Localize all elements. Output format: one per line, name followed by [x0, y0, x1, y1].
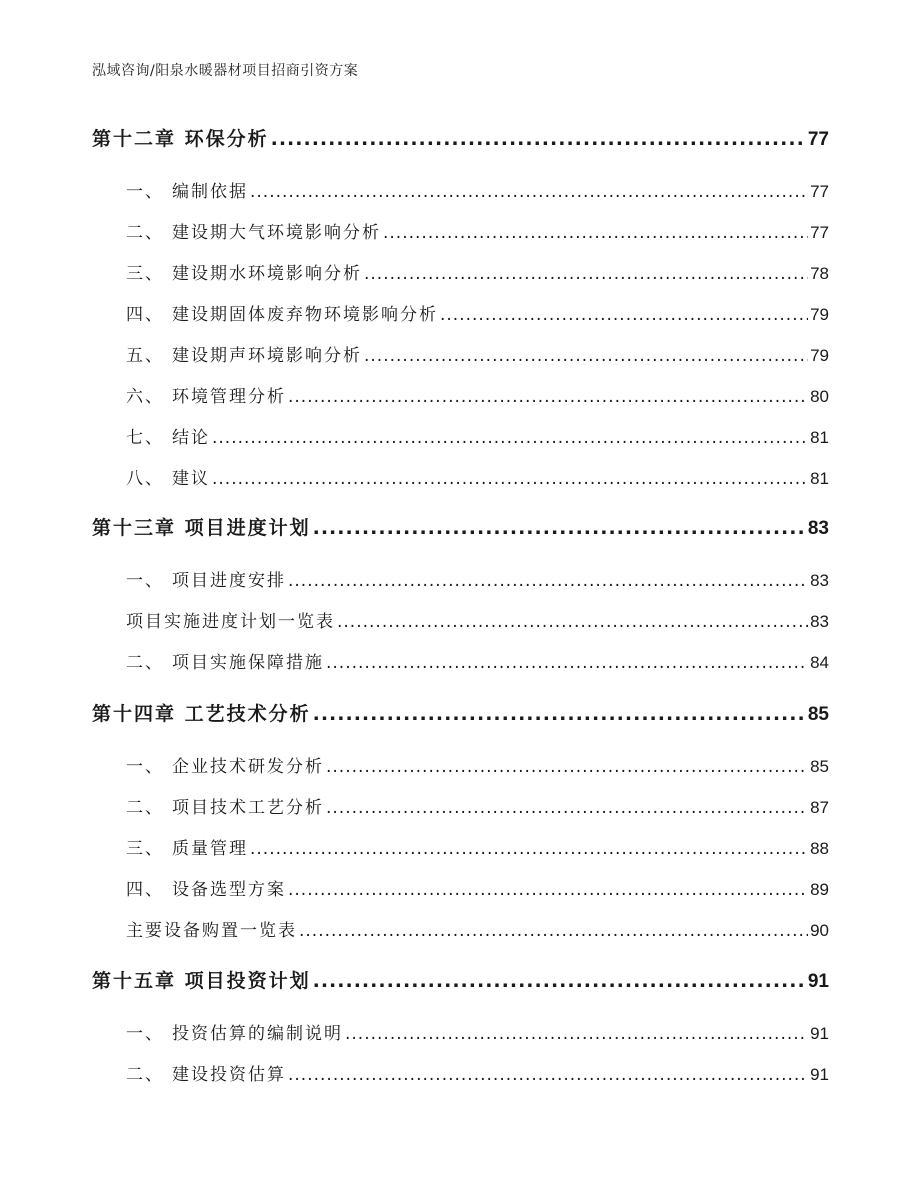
toc-entry-label: 建设期大气环境影响分析: [172, 223, 381, 243]
toc-entry-label: 项目技术工艺分析: [172, 798, 324, 818]
toc-entry-label: 设备选型方案: [172, 880, 286, 900]
toc-page-number: 83: [807, 518, 829, 539]
toc-section-entry[interactable]: [126, 1060, 829, 1085]
toc-page-number: 91: [810, 1065, 829, 1084]
toc-page-number: 79: [810, 305, 829, 324]
toc-section-entry[interactable]: [126, 341, 829, 366]
toc-entry-number: 一、: [126, 1024, 164, 1044]
toc-page-number: 85: [807, 704, 829, 725]
toc-section-entry[interactable]: [126, 300, 829, 325]
toc-page-number: 77: [810, 182, 829, 201]
toc-section-entry[interactable]: [126, 752, 829, 777]
toc-dot-leader: [440, 305, 808, 325]
toc-dot-leader: [313, 970, 806, 992]
toc-dot-leader: [288, 880, 808, 900]
toc-page-number: 91: [810, 1024, 829, 1043]
toc-entry-label: 第十三章 项目进度计划: [92, 517, 311, 539]
toc-page-number: 83: [810, 571, 829, 590]
toc-section-entry[interactable]: [126, 566, 829, 591]
toc-dot-leader: [250, 182, 808, 202]
toc-page-number: 81: [810, 428, 829, 447]
toc-section-entry[interactable]: [126, 793, 829, 818]
toc-dot-leader: [326, 798, 808, 818]
page-header: 泓域咨询/阳泉水暖器材项目招商引资方案: [92, 63, 359, 79]
toc-entry-label: 结论: [172, 428, 210, 448]
toc-entry-number: 二、: [126, 223, 164, 243]
toc-dot-leader: [345, 1024, 808, 1044]
toc-entry-label: 主要设备购置一览表: [126, 921, 297, 941]
toc-entry-number: 一、: [126, 571, 164, 591]
toc-entry-label: 编制依据: [172, 182, 248, 202]
toc-entry-number: 三、: [126, 264, 164, 284]
toc-entry-number: 四、: [126, 305, 164, 325]
toc-entry-number: 六、: [126, 387, 164, 407]
toc-section-entry[interactable]: [126, 259, 829, 284]
toc-entry-label: 质量管理: [172, 839, 248, 859]
toc-page-number: 87: [810, 798, 829, 817]
toc-chapter-entry[interactable]: [92, 513, 829, 540]
toc-dot-leader: [288, 1065, 808, 1085]
toc-entry-number: 一、: [126, 182, 164, 202]
toc-dot-leader: [326, 757, 808, 777]
toc-section-entry[interactable]: [126, 875, 829, 900]
toc-page-number: 84: [810, 653, 829, 672]
toc-entry-label: 第十五章 项目投资计划: [92, 970, 311, 992]
toc-page-number: 91: [807, 971, 829, 992]
toc-entry-label: 项目实施保障措施: [172, 653, 324, 673]
toc-entry-label: 企业技术研发分析: [172, 757, 324, 777]
toc-section-entry[interactable]: [126, 1019, 829, 1044]
toc-entry-label: 第十四章 工艺技术分析: [92, 703, 311, 725]
toc-section-entry[interactable]: [126, 382, 829, 407]
toc-entry-number: 五、: [126, 346, 164, 366]
toc-dot-leader: [271, 128, 806, 150]
toc-chapter-entry[interactable]: [92, 699, 829, 726]
toc-entry-label: 建设期水环境影响分析: [172, 264, 362, 284]
toc-page-number: 79: [810, 346, 829, 365]
toc-page-number: 80: [810, 387, 829, 406]
toc-page-number: 90: [810, 921, 829, 940]
toc-entry-label: 建设投资估算: [172, 1065, 286, 1085]
toc-dot-leader: [288, 571, 808, 591]
toc-entry-number: 三、: [126, 839, 164, 859]
toc-chapter-entry[interactable]: [92, 966, 829, 993]
toc-dot-leader: [212, 469, 808, 489]
toc-dot-leader: [337, 612, 808, 632]
toc-dot-leader: [364, 264, 808, 284]
toc-page-number: 88: [810, 839, 829, 858]
toc-page-number: 77: [810, 223, 829, 242]
toc-dot-leader: [313, 703, 806, 725]
toc-page-number: 78: [810, 264, 829, 283]
toc-entry-number: 二、: [126, 653, 164, 673]
toc-section-entry[interactable]: [126, 916, 829, 941]
toc-entry-label: 建设期固体废弃物环境影响分析: [172, 305, 438, 325]
toc-page-number: 83: [810, 612, 829, 631]
toc-page-number: 77: [807, 129, 829, 150]
toc-entry-label: 项目进度安排: [172, 571, 286, 591]
toc-section-entry[interactable]: [126, 218, 829, 243]
toc-entry-label: 第十二章 环保分析: [92, 128, 269, 150]
toc-entry-label: 项目实施进度计划一览表: [126, 612, 335, 632]
toc-entry-label: 环境管理分析: [172, 387, 286, 407]
toc-page-number: 89: [810, 880, 829, 899]
toc-dot-leader: [313, 517, 806, 539]
toc-dot-leader: [212, 428, 808, 448]
toc-section-entry[interactable]: [126, 423, 829, 448]
toc-dot-leader: [326, 653, 808, 673]
toc-entry-number: 四、: [126, 880, 164, 900]
toc-dot-leader: [383, 223, 808, 243]
toc-page-number: 85: [810, 757, 829, 776]
toc-dot-leader: [288, 387, 808, 407]
toc-section-entry[interactable]: [126, 648, 829, 673]
toc-entry-number: 二、: [126, 798, 164, 818]
toc-dot-leader: [299, 921, 808, 941]
toc-section-entry[interactable]: [126, 177, 829, 202]
toc-entry-label: 建设期声环境影响分析: [172, 346, 362, 366]
toc-section-entry[interactable]: [126, 464, 829, 489]
toc-section-entry[interactable]: [126, 834, 829, 859]
toc-entry-number: 二、: [126, 1065, 164, 1085]
toc-entry-label: 建议: [172, 469, 210, 489]
toc-entry-label: 投资估算的编制说明: [172, 1024, 343, 1044]
toc-entry-number: 八、: [126, 469, 164, 489]
toc-section-entry[interactable]: [126, 607, 829, 632]
toc-page-number: 81: [810, 469, 829, 488]
toc-dot-leader: [250, 839, 808, 859]
toc-entry-number: 七、: [126, 428, 164, 448]
toc-dot-leader: [364, 346, 808, 366]
toc-chapter-entry[interactable]: [92, 124, 829, 151]
toc-entry-number: 一、: [126, 757, 164, 777]
